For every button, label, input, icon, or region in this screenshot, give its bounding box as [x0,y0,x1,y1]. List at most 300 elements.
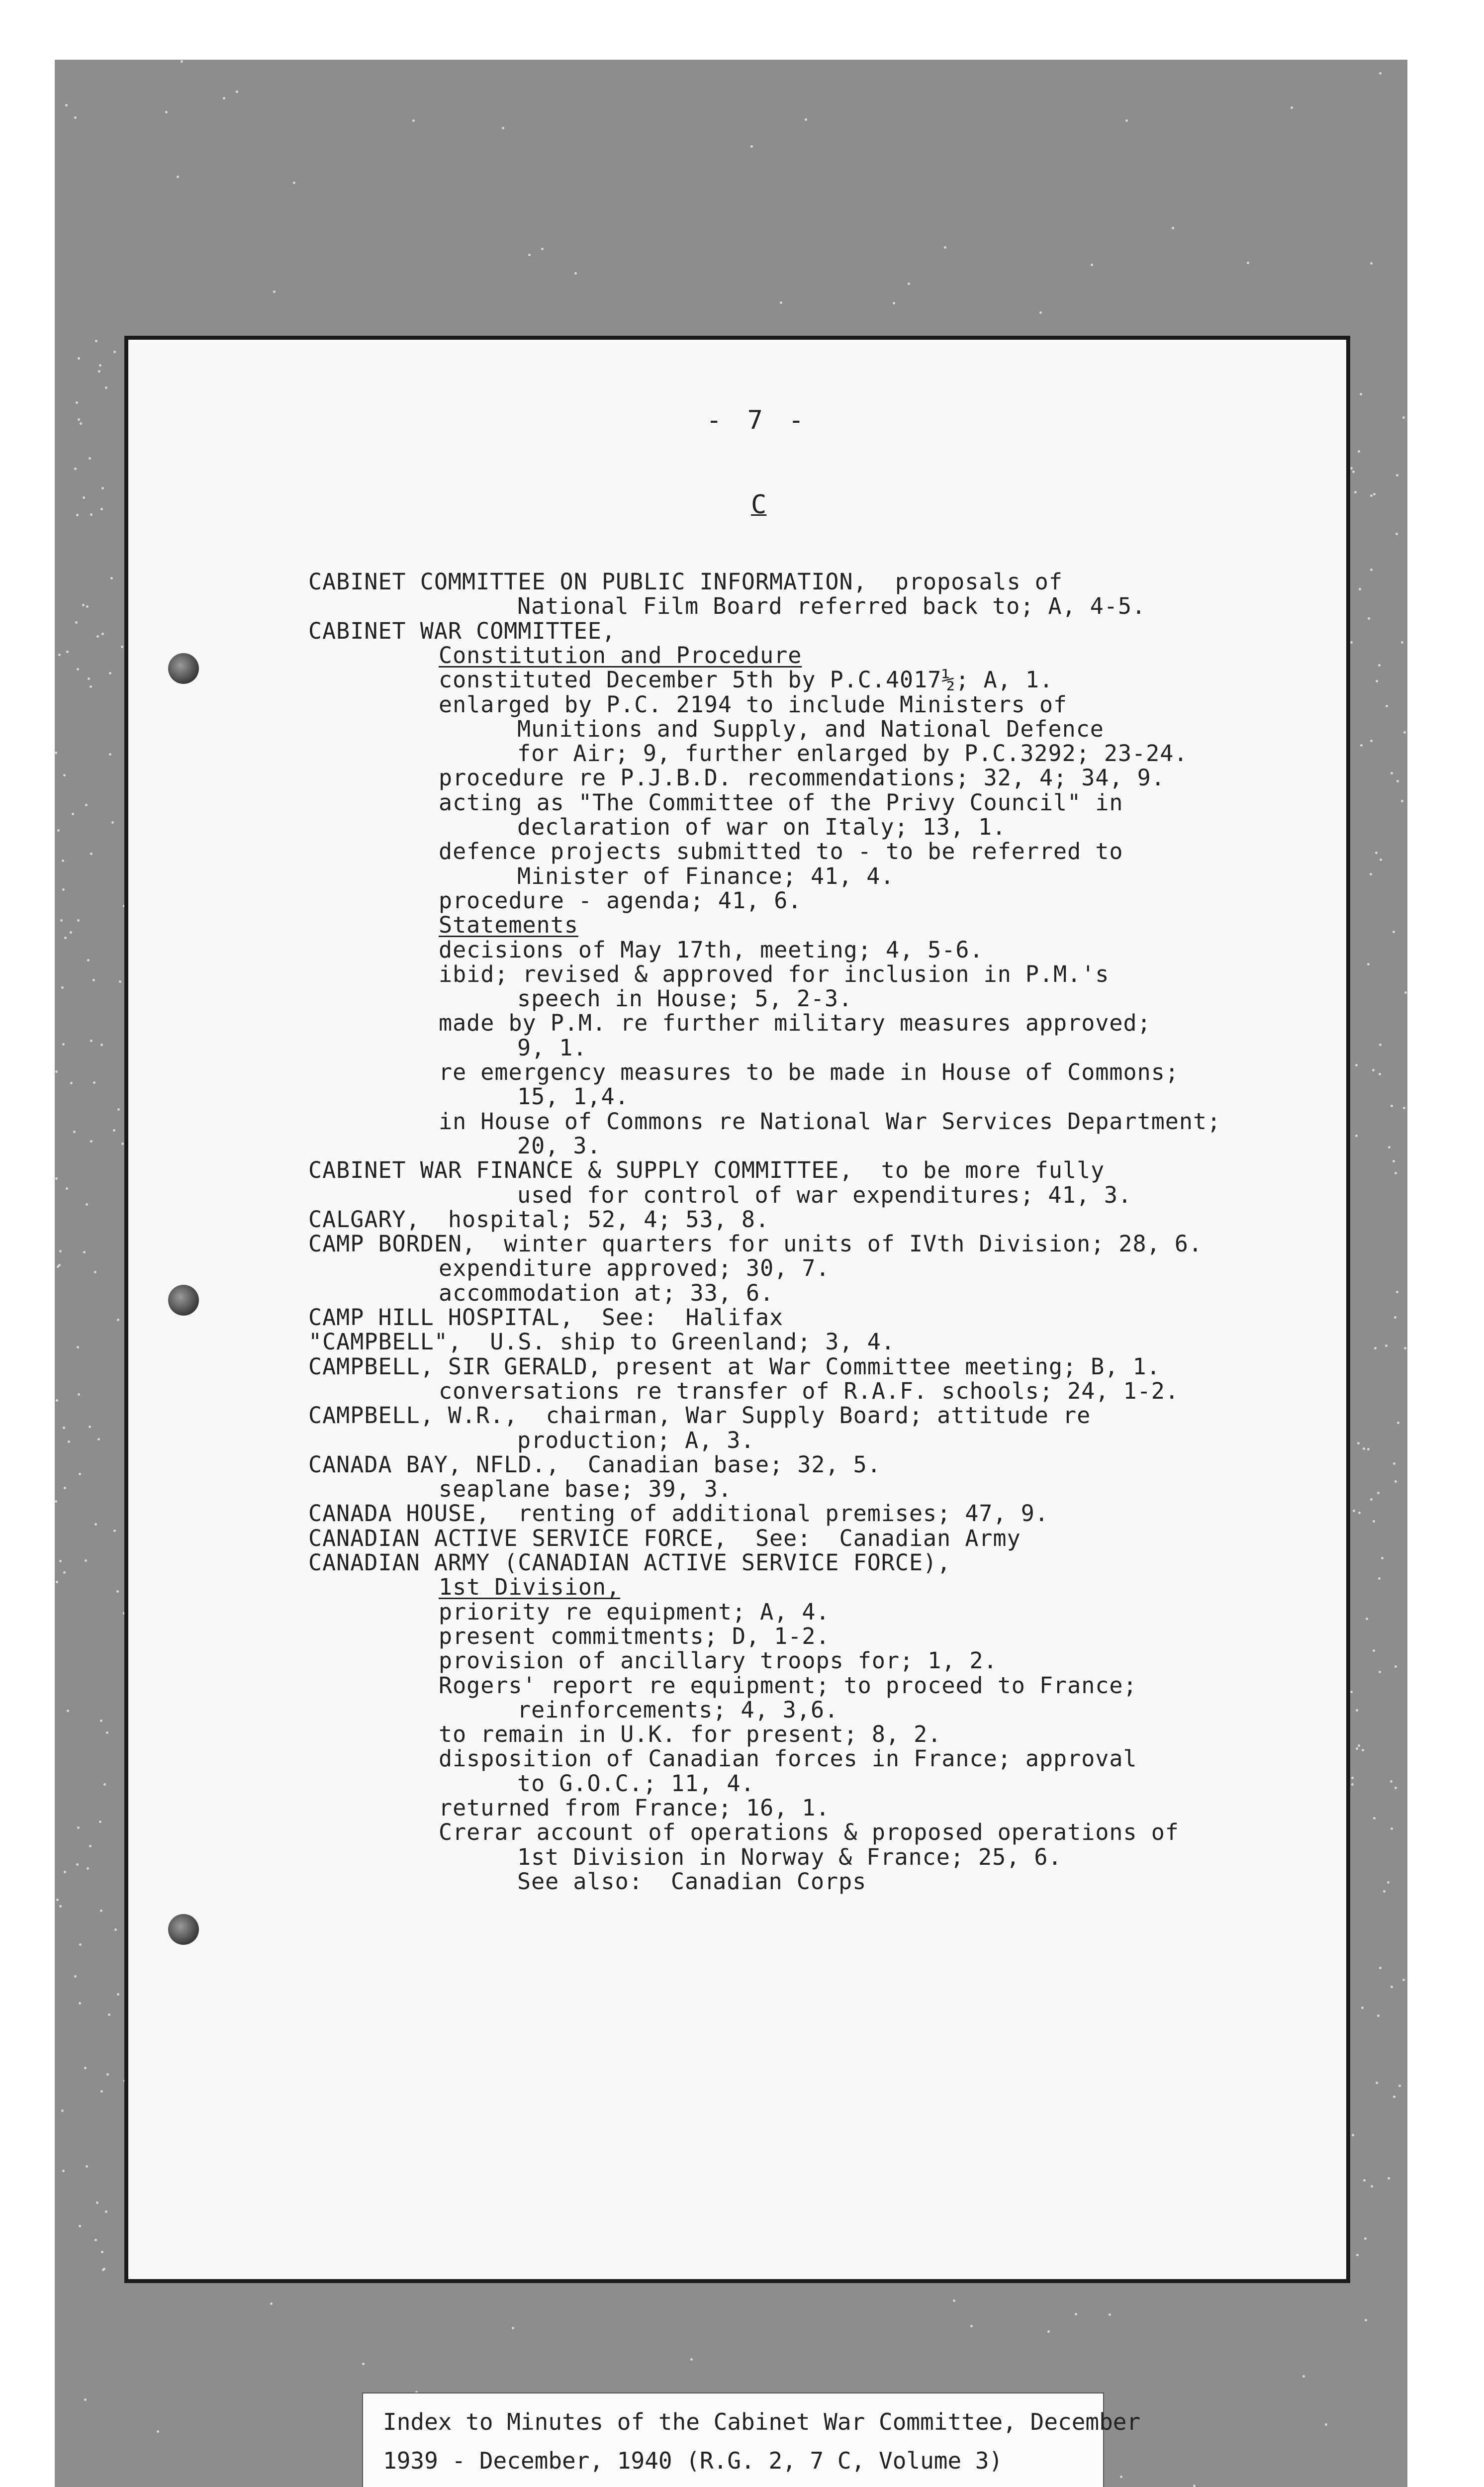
film-speck [87,959,90,961]
index-entry-line: constituted December 5th by P.C.4017½; A, 1. [439,667,1054,693]
film-speck [98,370,100,373]
film-speck [1387,1881,1390,1884]
film-speck [100,1044,103,1046]
film-speck [78,418,80,421]
film-speck [1395,533,1398,535]
film-speck [1355,1064,1358,1066]
film-speck [64,1487,66,1489]
film-speck [93,979,95,981]
film-speck [1390,1780,1392,1783]
index-entry-line: Minister of Finance; 41, 4. [517,862,895,889]
film-speck [56,1399,58,1402]
film-speck [1391,772,1393,774]
page-number: - 7 - [706,405,809,435]
index-entry-line: re emergency measures to be made in House of Commons; [439,1059,1179,1085]
film-speck [88,677,90,680]
film-speck [1350,641,1353,644]
film-speck [1247,262,1249,264]
film-speck [1404,1347,1406,1349]
index-entry-line: CABINET COMMITTEE ON PUBLIC INFORMATION, proposals of [308,569,1063,595]
film-speck [1394,1480,1397,1483]
index-entry-line: priority re equipment; A, 4. [439,1598,830,1625]
film-speck [1379,72,1382,75]
film-speck [56,1899,59,1901]
index-entry-line: 1st Division, [439,1574,621,1601]
film-speck [55,1177,58,1180]
film-speck [1397,1422,1399,1424]
film-speck [1353,1510,1355,1512]
film-border-top [0,0,1484,60]
film-speck [1091,264,1093,266]
film-speck [90,513,93,516]
film-speck [109,672,111,674]
film-speck [1379,1073,1381,1075]
film-speck [1366,1618,1368,1620]
film-speck [1378,664,1381,667]
index-entry-line: CANADA BAY, NFLD., Canadian base; 32, 5. [308,1451,881,1478]
film-speck [59,1905,62,1908]
index-label-line-2: 1939 - December, 1940 (R.G. 2, 7 C, Volume 3) [383,2447,1003,2474]
film-speck [1367,963,1370,965]
index-entry-line: disposition of Canadian forces in France; approval [439,1745,1137,1772]
index-entry-line: expenditure approved; 30, 7. [439,1255,830,1282]
index-entry-line: made by P.M. re further military measures approved; [439,1010,1151,1037]
film-speck [1125,119,1128,122]
film-speck [1379,1671,1381,1673]
index-entry-line: acting as "The Committee of the Privy Council" in [439,789,1123,816]
film-speck [1302,2375,1305,2378]
film-speck [1370,262,1373,265]
film-speck [100,1910,102,1912]
index-label-line-1: Index to Minutes of the Cabinet War Committee, December [383,2408,1141,2435]
film-speck [270,2302,273,2305]
film-speck [1351,1777,1354,1779]
film-speck [1393,1462,1395,1465]
film-speck [113,1530,116,1532]
film-speck [1380,859,1382,861]
film-speck [223,97,225,99]
film-speck [113,1129,115,1132]
film-speck [1386,705,1388,707]
film-speck [117,1993,119,1996]
film-speck [944,246,946,249]
film-speck [58,654,61,656]
film-speck [1363,2179,1366,2182]
film-speck [1109,2313,1111,2316]
index-entry-line: returned from France; 16, 1. [439,1795,830,1821]
film-speck [75,621,78,624]
punch-hole [168,653,199,684]
film-speck [78,1393,80,1396]
film-speck [165,111,168,113]
film-speck [100,2090,103,2093]
film-speck [1370,569,1373,571]
film-speck [70,1082,73,1084]
film-speck [502,127,504,129]
film-speck [63,1427,65,1429]
film-speck [103,2268,105,2270]
film-speck [105,386,107,389]
film-speck [95,340,97,342]
film-speck [1356,2254,1359,2256]
film-speck [1394,1787,1397,1789]
film-speck [121,646,123,648]
film-speck [87,1867,89,1870]
film-speck [1388,2177,1390,2180]
index-entry-line: decisions of May 17th, meeting; 4, 5-6. [439,936,984,963]
film-speck [105,2210,107,2213]
film-speck [1401,800,1403,802]
film-speck [70,931,72,934]
film-speck [1373,1520,1375,1523]
film-speck [1373,1817,1376,1819]
film-speck [110,577,113,579]
film-speck [528,254,531,256]
film-speck [64,937,67,939]
index-entry-line: used for control of war expenditures; 41, 3. [517,1181,1132,1208]
film-speck [59,1560,62,1562]
index-entry-line: seaplane base; 39, 3. [439,1476,732,1503]
film-speck [84,2398,87,2401]
index-entry-line: Statements [439,912,578,939]
film-speck [1354,491,1357,493]
film-speck [908,283,910,285]
film-speck [1379,1044,1382,1046]
film-speck [1360,744,1363,747]
film-speck [96,2201,98,2204]
film-speck [84,2067,87,2069]
film-speck [1374,1347,1377,1349]
film-speck [177,176,179,178]
film-speck [77,1346,79,1348]
film-speck [1396,1291,1398,1293]
film-speck [1365,2319,1367,2321]
film-speck [1362,1749,1364,1751]
index-entry-line: Constitution and Procedure [439,642,802,669]
film-speck [90,1140,93,1143]
film-speck [57,829,60,832]
film-speck [57,1265,59,1268]
film-speck [780,301,782,304]
index-entry-line: 20, 3. [517,1132,601,1159]
film-speck [953,2299,955,2302]
film-speck [117,1319,119,1321]
film-speck [93,1081,95,1084]
film-speck [100,1720,102,1722]
film-speck [1370,873,1372,875]
film-speck [67,1710,69,1712]
film-speck [60,919,63,922]
film-speck [86,1203,88,1206]
index-entry-line: CANADIAN ACTIVE SERVICE FORCE, See: Canadian Army [308,1525,1021,1551]
index-entry-line: 15, 1,4. [517,1083,629,1110]
film-speck [690,2358,693,2361]
index-entry-line: Munitions and Supply, and National Defence [517,715,1104,742]
film-speck [66,651,69,653]
film-speck [1367,1448,1370,1450]
film-speck [1392,931,1395,933]
film-speck [63,774,66,776]
film-speck [65,104,68,106]
film-speck [1393,2096,1395,2098]
film-speck [157,2430,159,2433]
film-speck [103,1783,106,1786]
film-speck [1356,1747,1358,1750]
film-speck [1360,393,1362,395]
film-speck [114,1928,117,1931]
index-entry-line: "CAMPBELL", U.S. ship to Greenland; 3, 4. [308,1329,895,1355]
film-speck [62,888,65,891]
film-speck [970,2325,973,2327]
film-speck [1352,471,1355,473]
film-speck [76,401,78,404]
film-speck [80,422,82,425]
index-entry-line: declaration of war on Italy; 13, 1. [517,814,1007,840]
index-entry-line: production; A, 3. [517,1427,755,1453]
film-speck [83,496,85,499]
index-entry-line: See also: Canadian Corps [517,1868,867,1895]
film-speck [62,1043,65,1046]
film-speck [1370,1498,1373,1501]
index-entry-line: in House of Commons re National War Services Department; [439,1108,1221,1135]
film-speck [100,508,103,510]
film-speck [1385,1344,1388,1347]
punch-hole [168,1914,199,1945]
film-speck [1396,474,1398,477]
film-speck [55,1070,58,1073]
film-speck [1388,1146,1391,1148]
film-speck [1381,1557,1384,1559]
index-entry-line: CANADIAN ARMY (CANADIAN ACTIVE SERVICE FORCE), [308,1549,951,1576]
film-speck [1398,2085,1401,2087]
film-speck [76,1863,79,1866]
film-speck [1120,2476,1122,2478]
film-speck [1357,1442,1360,1444]
film-speck [79,2225,81,2227]
film-speck [1359,588,1361,590]
film-speck [1377,2014,1380,2017]
film-speck [1370,740,1373,742]
film-speck [574,272,577,275]
film-speck [74,1975,77,1978]
film-speck [108,2013,110,2016]
film-speck [1356,1709,1358,1712]
index-entry-line: procedure re P.J.B.D. recommendations; 32, 4; 34, 9. [439,765,1165,791]
index-entry-line: CAMPBELL, W.R., chairman, War Supply Board; attitude re [308,1402,1091,1429]
film-speck [1350,1691,1353,1693]
film-speck [85,1559,87,1562]
film-speck [273,290,276,293]
index-entry-line: present commitments; D, 1-2. [439,1623,830,1649]
film-speck [62,2170,65,2172]
film-speck [1391,1986,1393,1988]
film-speck [62,860,64,862]
film-speck [1075,2313,1077,2315]
film-speck [66,1187,68,1190]
film-speck [79,1943,82,1946]
index-entry-line: ibid; revised & approved for inclusion in P.M.'s [439,960,1110,987]
film-speck [1368,617,1370,620]
film-speck [63,1571,66,1574]
film-speck [1358,1744,1360,1747]
film-speck [1047,2330,1050,2333]
index-entry-line: accommodation at; 33, 6. [439,1279,774,1306]
film-speck [1376,680,1378,682]
film-speck [77,1826,80,1829]
film-speck [55,1500,57,1503]
film-speck [119,980,121,983]
film-speck [76,514,79,516]
film-speck [77,668,79,670]
film-speck [121,1143,124,1145]
film-speck [1372,1069,1375,1071]
film-speck [512,2327,514,2329]
film-speck [1402,1979,1405,1981]
film-speck [101,487,104,489]
film-speck [74,468,77,470]
film-speck [86,2165,88,2168]
film-speck [805,118,807,121]
film-speck [106,1731,108,1734]
film-speck [362,2363,365,2365]
film-speck [1361,2007,1364,2009]
index-entry-line: CAMP BORDEN, winter quarters for units of IVth Division; 28, 6. [308,1231,1203,1257]
film-speck [89,1426,91,1428]
index-entry-line: Crerar account of operations & proposed operations of [439,1819,1179,1846]
index-entry-line: CABINET WAR FINANCE & SUPPLY COMMITTEE, to be more fully [308,1157,1105,1184]
film-speck [1373,493,1376,495]
film-speck [94,1271,96,1273]
film-speck [55,752,57,754]
film-speck [1391,1105,1393,1107]
film-speck [1172,227,1174,229]
film-speck [61,2109,64,2112]
film-speck [79,1473,81,1475]
film-speck [117,1108,120,1111]
film-speck [89,1845,92,1847]
film-speck [90,853,93,855]
film-speck [79,2002,81,2005]
film-speck [74,116,77,119]
film-speck [97,1438,100,1440]
index-entry-line: CALGARY, hospital; 52, 4; 53, 8. [308,1206,770,1233]
film-speck [1039,311,1042,314]
film-speck [236,91,238,93]
film-speck [1355,1135,1358,1137]
film-speck [1392,1160,1395,1162]
film-border-left [0,60,55,2487]
punch-hole [168,1285,199,1316]
film-speck [61,986,64,989]
film-speck [1394,1316,1396,1319]
film-speck [1358,450,1360,453]
film-speck [59,1250,62,1252]
index-entry-line: provision of ancillary troops for; 1, 2. [439,1647,998,1674]
index-entry-line: Rogers' report re equipment; to proceed to France; [439,1672,1137,1699]
film-speck [101,2251,103,2253]
film-speck [56,1581,58,1583]
film-speck [1370,494,1373,497]
film-speck [1378,1577,1381,1580]
index-entry-line: 1st Division in Norway & France; 25, 6. [517,1843,1062,1870]
film-speck [1391,1827,1393,1830]
index-entry-line: CAMPBELL, SIR GERALD, present at War Committee meeting; B, 1. [308,1353,1161,1380]
film-speck [1404,991,1407,994]
film-speck [83,1251,86,1253]
film-speck [113,351,116,353]
film-speck [73,1131,76,1133]
film-speck [412,119,415,122]
film-speck [293,182,295,184]
film-speck [1351,1783,1354,1786]
index-entry-line: enlarged by P.C. 2194 to include Ministers of [439,691,1068,718]
film-speck [1363,1447,1365,1450]
film-speck [1402,416,1405,419]
film-speck [1373,1649,1375,1652]
film-speck [1291,106,1293,109]
film-speck [1401,641,1403,644]
index-entry-line: CAMP HILL HOSPITAL, See: Halifax [308,1304,784,1331]
film-speck [181,60,183,63]
index-entry-line: to remain in U.K. for present; 8, 2. [439,1721,942,1748]
index-entries [308,570,1303,1913]
film-border-right [1407,60,1484,2487]
index-entry-line: National Film Board referred back to; A, 4-5. [517,593,1146,620]
film-speck [1383,1890,1386,1893]
film-speck [111,821,114,824]
film-speck [72,813,74,815]
film-speck [90,1040,93,1042]
film-speck [1403,731,1406,734]
film-speck [1379,1967,1382,1969]
film-speck [78,357,80,360]
film-speck [90,685,92,688]
film-speck [893,302,895,304]
index-entry-line: 9, 1. [517,1034,587,1061]
film-speck [94,2239,97,2241]
film-speck [89,457,91,460]
index-entry-line: speech in House; 5, 2-3. [517,985,853,1012]
film-speck [64,1871,66,1873]
film-speck [86,605,89,608]
film-speck [1376,2082,1378,2084]
film-speck [1352,2134,1354,2136]
film-speck [94,1523,97,1526]
film-speck [1394,1172,1397,1174]
film-speck [1396,780,1399,782]
index-label [362,2392,1141,2487]
section-letter: C [751,490,767,520]
film-speck [750,145,753,148]
film-speck [85,804,88,806]
film-speck [1358,1512,1361,1514]
film-speck [1375,852,1378,854]
index-entry-line: reinforcements; 4, 3,6. [517,1696,839,1723]
index-entry-line: CANADA HOUSE, renting of additional premises; 47, 9. [308,1500,1049,1527]
film-speck [109,753,111,756]
film-speck [99,1820,101,1823]
index-entry-line: procedure - agenda; 41, 6. [439,887,802,914]
film-speck [68,1440,70,1443]
film-speck [82,604,85,606]
film-speck [1377,1492,1380,1494]
film-speck [1403,1107,1405,1109]
film-speck [99,364,101,367]
film-speck [96,635,99,638]
film-speck [1350,467,1353,470]
film-speck [1325,2423,1327,2426]
index-entry-line: defence projects submitted to - to be referred to [439,838,1123,865]
